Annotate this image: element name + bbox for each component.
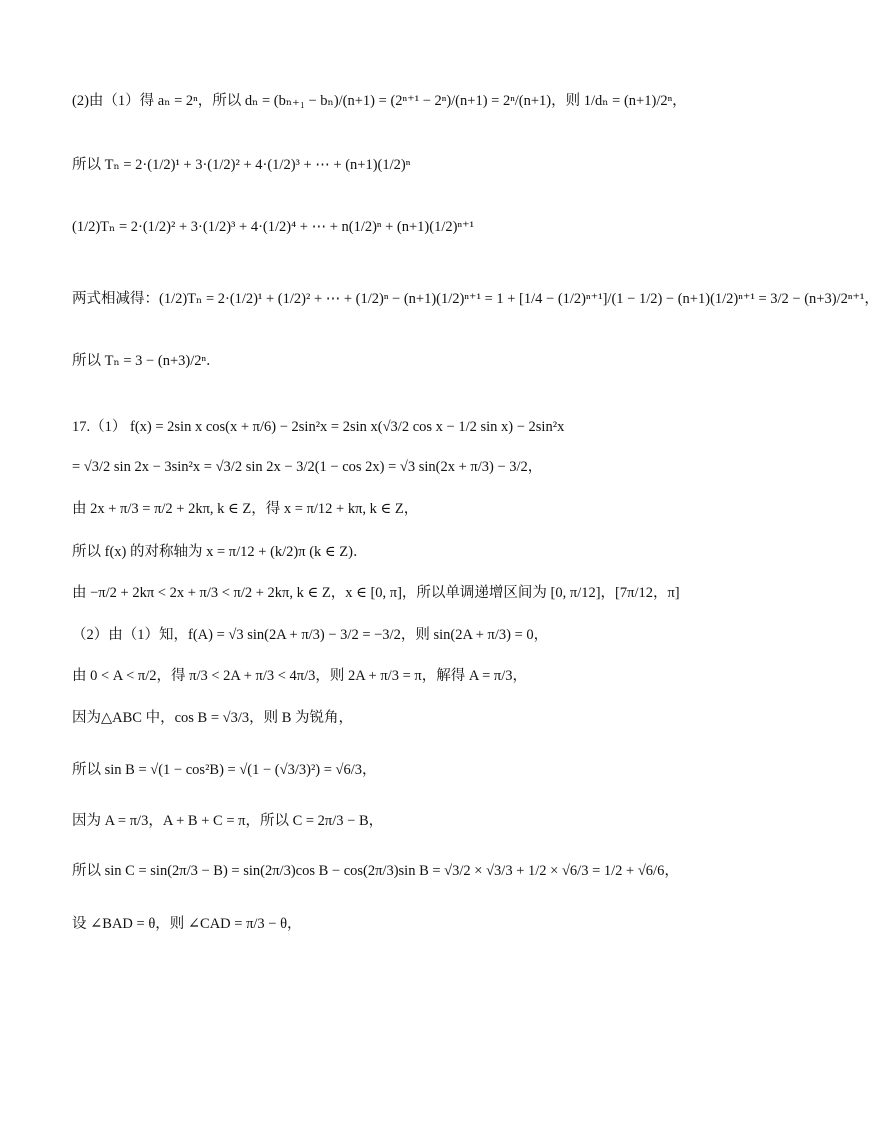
solution-line: 所以 f(x) 的对称轴为 x = π/12 + (k/2)π (k ∈ Z)． xyxy=(72,544,368,560)
solution-line: 由 0 < A < π/2，得 π/3 < 2A + π/3 < 4π/3，则 2A + π/3 = π，解得 A = π/3， xyxy=(72,668,528,684)
solution-line: 由 −π/2 + 2kπ < 2x + π/3 < π/2 + 2kπ, k ∈ Z，x ∈ [0, π]，所以单调递增区间为 [0, π/12]，[7π/12，π] xyxy=(72,585,680,601)
solution-line: 所以 Tₙ = 2·(1/2)¹ + 3·(1/2)² + 4·(1/2)³ + ⋯ + (n+1)(1/2)ⁿ xyxy=(72,157,411,173)
solution-line: = √3/2 sin 2x − 3sin²x = √3/2 sin 2x − 3/2(1 − cos 2x) = √3 sin(2x + π/3) − 3/2， xyxy=(72,459,543,475)
solution-line: 因为 A = π/3，A + B + C = π，所以 C = 2π/3 − B， xyxy=(72,813,384,829)
solution-line: 设 ∠BAD = θ，则 ∠CAD = π/3 − θ， xyxy=(72,916,302,932)
solution-line: (1/2)Tₙ = 2·(1/2)² + 3·(1/2)³ + 4·(1/2)⁴ + ⋯ + n(1/2)ⁿ + (n+1)(1/2)ⁿ⁺¹ xyxy=(72,219,475,235)
solution-line: (2)由（1）得 aₙ = 2ⁿ，所以 dₙ = (bₙ₊₁ − bₙ)/(n+1) = (2ⁿ⁺¹ − 2ⁿ)/(n+1) = 2ⁿ/(n+1)，则 1/dₙ = (n+1)/2ⁿ， xyxy=(72,93,687,109)
solution-line: 因为△ABC 中，cos B = √3/3，则 B 为锐角， xyxy=(72,710,354,726)
solution-line: 所以 sin B = √(1 − cos²B) = √(1 − (√3/3)²) = √6/3， xyxy=(72,762,377,778)
solution-line: （2）由（1）知，f(A) = √3 sin(2A + π/3) − 3/2 = −3/2，则 sin(2A + π/3) = 0， xyxy=(72,627,549,643)
solution-line: 两式相减得：(1/2)Tₙ = 2·(1/2)¹ + (1/2)² + ⋯ + (1/2)ⁿ − (n+1)(1/2)ⁿ⁺¹ = 1 + [1/4 − (1/2)ⁿ⁺¹]/(1 − 1/2) − (n+1)(1/2)ⁿ⁺¹ = 3/2 − (n+3)/2ⁿ⁺¹， xyxy=(72,291,879,307)
solution-line: 所以 sin C = sin(2π/3 − B) = sin(2π/3)cos B − cos(2π/3)sin B = √3/2 × √3/3 + 1/2 × √6/3 = 1/2 + √6/6， xyxy=(72,863,679,879)
solution-line: 所以 Tₙ = 3 − (n+3)/2ⁿ． xyxy=(72,353,221,369)
solution-line: 由 2x + π/3 = π/2 + 2kπ, k ∈ Z，得 x = π/12 + kπ, k ∈ Z， xyxy=(72,501,419,517)
solution-line: 17.（1） f(x) = 2sin x cos(x + π/6) − 2sin²x = 2sin x(√3/2 cos x − 1/2 sin x) − 2sin²x xyxy=(72,419,565,435)
